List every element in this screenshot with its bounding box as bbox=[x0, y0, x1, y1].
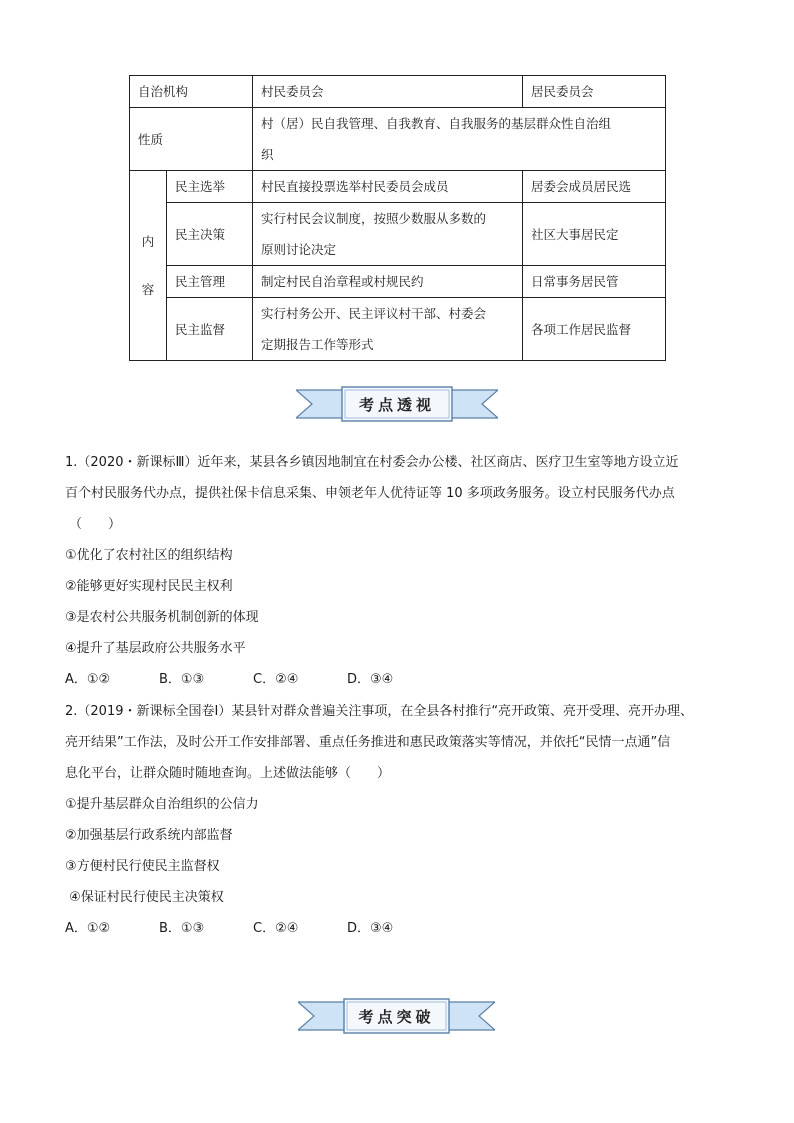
question-stem-line: 1.（2020・新课标Ⅲ）近年来，某县各乡镇因地制宜在村委会办公楼、社区商店、医疗卫生室等地方设立近 bbox=[65, 455, 679, 470]
village-cell bbox=[253, 203, 523, 266]
question-stem-line: 2.（2019・新课标全国卷Ⅰ）某县针对群众普遍关注事项，在全县各村推行“亮开政策、亮开受理、亮开办理、 bbox=[65, 704, 694, 719]
table-row bbox=[130, 108, 666, 171]
resident-cell: 社区大事居民定 bbox=[523, 203, 666, 266]
option-item: ①提升基层群众自治组织的公信力 bbox=[65, 797, 259, 812]
row-label: 民主决策 bbox=[167, 203, 253, 266]
content-label-char: 容 bbox=[141, 281, 155, 297]
banner-title: 考点突破 bbox=[358, 1008, 435, 1026]
choice-a[interactable]: A．①② bbox=[65, 672, 111, 687]
section-banner bbox=[296, 386, 498, 422]
row-label: 民主选举 bbox=[167, 171, 253, 203]
choice-d[interactable]: D．③④ bbox=[347, 921, 394, 936]
resident-cell: 各项工作居民监督 bbox=[523, 298, 666, 361]
option-item: ③是农村公共服务机制创新的体现 bbox=[65, 610, 259, 625]
question-1 bbox=[65, 447, 737, 695]
nature-text-line: 村（居）民自我管理、自我教育、自我服务的基层群众性自治组 bbox=[261, 116, 612, 131]
nature-label: 性质 bbox=[130, 108, 253, 171]
resident-cell: 居委会成员居民选 bbox=[523, 171, 666, 203]
table-row bbox=[130, 171, 666, 203]
choice-b[interactable]: B．①③ bbox=[159, 672, 205, 687]
table-header-row bbox=[130, 76, 666, 108]
table-row bbox=[130, 298, 666, 361]
row-label: 民主管理 bbox=[167, 266, 253, 298]
cell-line: 实行村务公开、民主评议村干部、村委会 bbox=[261, 306, 487, 321]
header-cell: 自治机构 bbox=[130, 76, 253, 108]
header-cell: 居民委员会 bbox=[523, 76, 666, 108]
answer-choices bbox=[65, 664, 737, 695]
table-row bbox=[130, 266, 666, 298]
answer-choices bbox=[65, 913, 737, 944]
cell-line: 实行村民会议制度，按照少数服从多数的 bbox=[261, 211, 487, 226]
choice-b[interactable]: B．①③ bbox=[159, 921, 205, 936]
village-cell bbox=[253, 298, 523, 361]
cell-line: 定期报告工作等形式 bbox=[261, 337, 374, 352]
row-label: 民主监督 bbox=[167, 298, 253, 361]
village-cell: 村民直接投票选举村民委员会成员 bbox=[253, 171, 523, 203]
choice-a[interactable]: A．①② bbox=[65, 921, 111, 936]
question-2 bbox=[65, 696, 737, 944]
choice-d[interactable]: D．③④ bbox=[347, 672, 394, 687]
option-item: ①优化了农村社区的组织结构 bbox=[65, 548, 233, 563]
village-cell: 制定村民自治章程或村规民约 bbox=[253, 266, 523, 298]
comparison-table bbox=[129, 75, 666, 361]
nature-text bbox=[253, 108, 666, 171]
question-stem-line: 百个村民服务代办点，提供社保卡信息采集、申领老年人优待证等 10 多项政务服务。设立村民服务代办点 bbox=[65, 486, 675, 501]
option-item: ②能够更好实现村民民主权利 bbox=[65, 579, 233, 594]
section-banner bbox=[298, 998, 495, 1034]
cell-line: 原则讨论决定 bbox=[261, 242, 337, 257]
option-item: ④提升了基层政府公共服务水平 bbox=[65, 641, 246, 656]
content-label bbox=[130, 171, 167, 361]
option-item: ④保证村民行使民主决策权 bbox=[65, 890, 224, 905]
nature-text-line: 织 bbox=[261, 147, 274, 162]
banner-title: 考点透视 bbox=[358, 396, 435, 414]
resident-cell: 日常事务居民管 bbox=[523, 266, 666, 298]
header-cell: 村民委员会 bbox=[253, 76, 523, 108]
question-stem-line: 息化平台，让群众随时随地查询。上述做法能够（ ） bbox=[65, 766, 391, 781]
table-row bbox=[130, 203, 666, 266]
option-item: ③方便村民行使民主监督权 bbox=[65, 859, 220, 874]
choice-c[interactable]: C．②④ bbox=[253, 921, 299, 936]
question-stem-line: 亮开结果”工作法，及时公开工作安排部署、重点任务推进和惠民政策落实等情况，并依托“民情一点通”信 bbox=[65, 735, 671, 750]
content-label-char: 内 bbox=[141, 233, 155, 249]
choice-c[interactable]: C．②④ bbox=[253, 672, 299, 687]
question-stem-line: （ ） bbox=[69, 517, 122, 532]
option-item: ②加强基层行政系统内部监督 bbox=[65, 828, 233, 843]
